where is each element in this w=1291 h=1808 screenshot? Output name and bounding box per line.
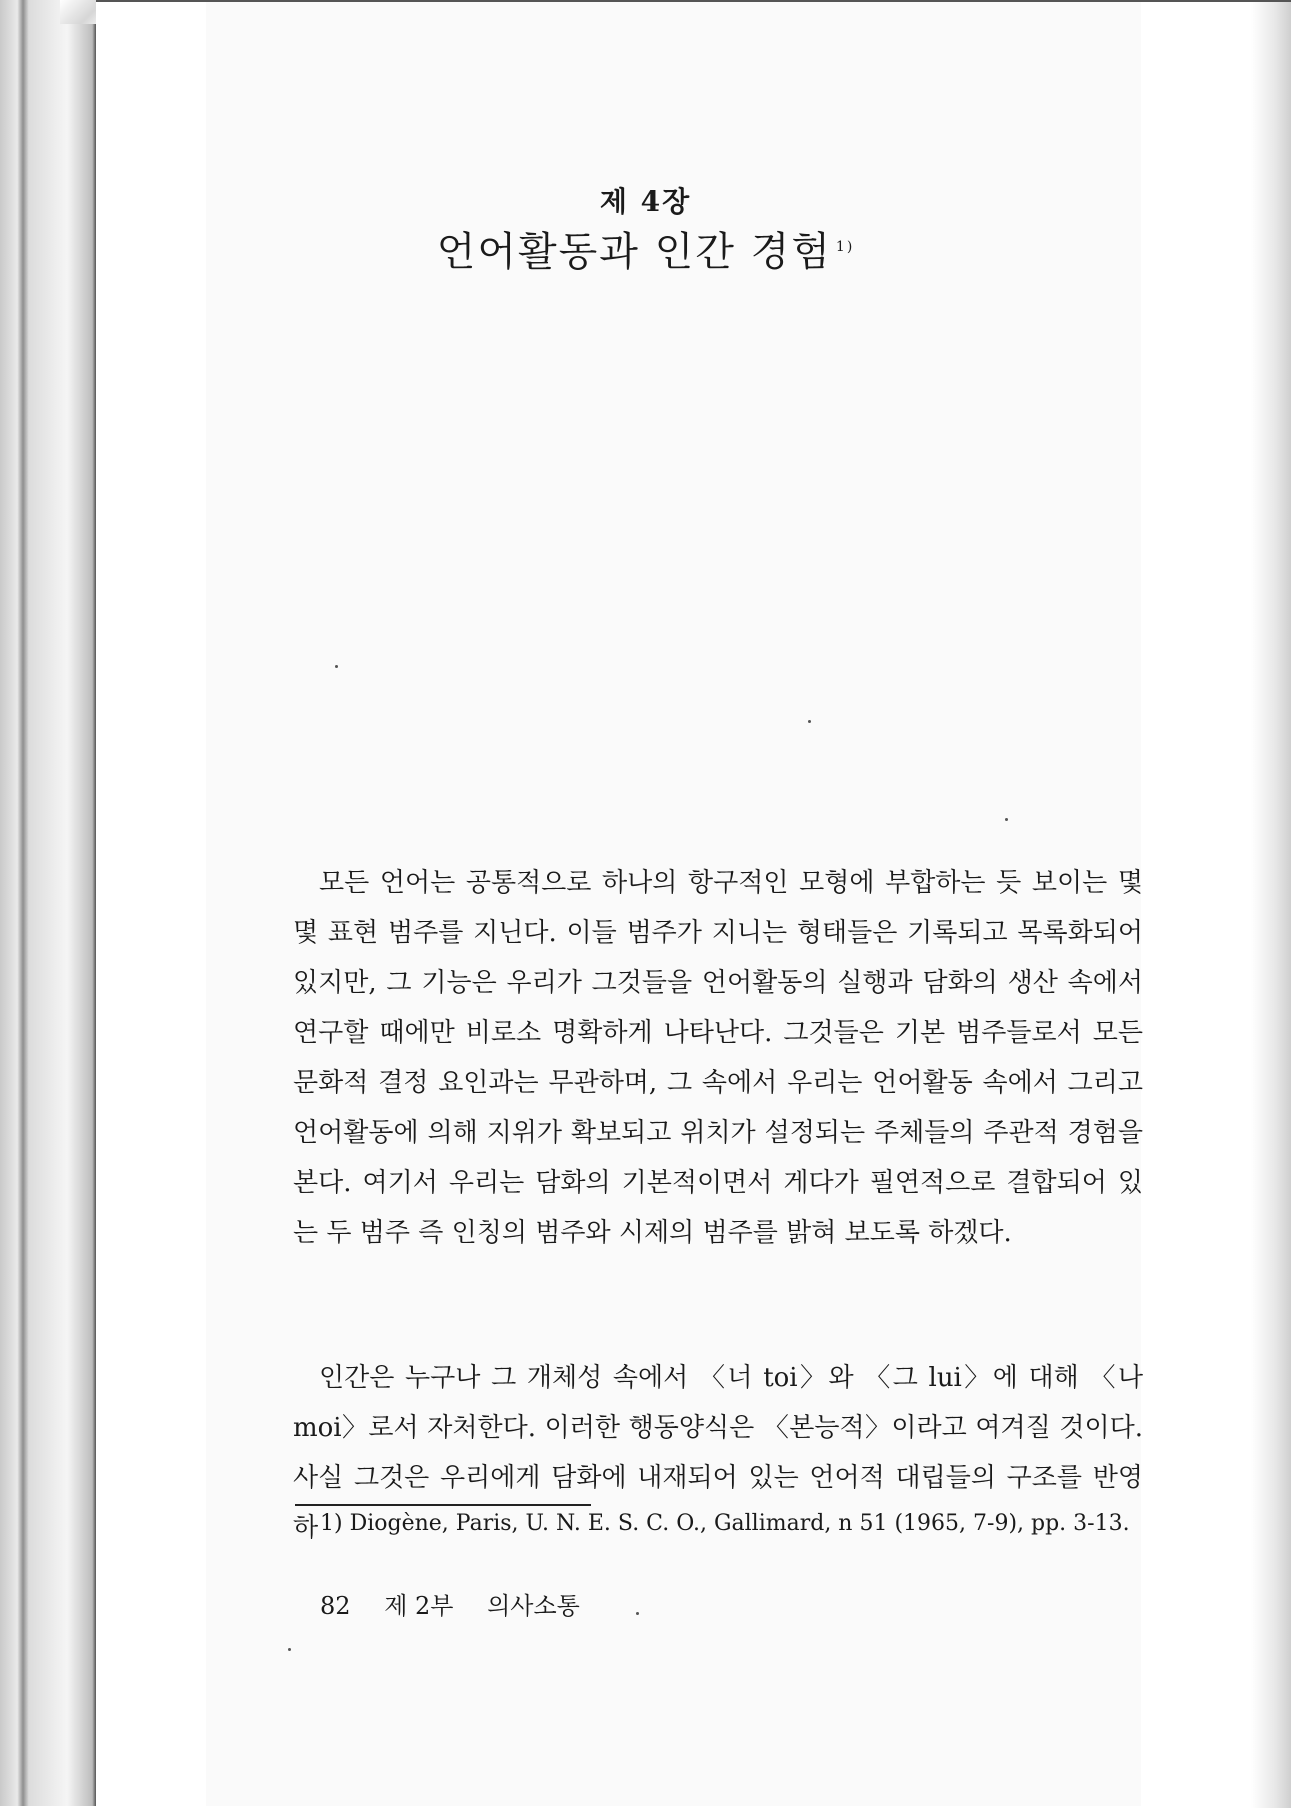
chapter-title	[0, 220, 1291, 277]
footer-section: 의사소통	[487, 1592, 580, 1620]
chapter-title-text: 언어활동과 인간 경험	[436, 229, 832, 275]
chapter-label: 제 4장	[599, 185, 692, 218]
footnote-rule	[295, 1504, 591, 1506]
page-footer	[320, 1590, 606, 1622]
page-number: 82	[320, 1592, 351, 1620]
scan-speck	[335, 665, 338, 668]
scan-speck	[808, 720, 811, 723]
scan-speck	[1005, 818, 1008, 821]
paragraph-text: 인간은 누구나 그 개체성 속에서 〈너 toi〉와 〈그 lui〉에 대해 〈나 moi〉로서 자처한다. 이러한 행동양식은 〈본능적〉이라고 여겨질 것이다. 사실 그것은 우리에게 담화에 내재되어 있는 언어적 대립들의 구조를 반영하	[293, 1363, 1143, 1543]
footer-part: 제 2부	[384, 1592, 454, 1620]
scan-speck	[636, 1612, 639, 1615]
footnote-reference: 1)	[835, 238, 855, 255]
footnote: 1) Diogène, Paris, U. N. E. S. C. O., Gallimard, n 51 (1965, 7-9), pp. 3-13.	[320, 1511, 1130, 1536]
body-paragraph-1	[293, 858, 1143, 1258]
scan-speck	[288, 1648, 291, 1651]
paragraph-text: 모든 언어는 공통적으로 하나의 항구적인 모형에 부합하는 듯 보이는 몇몇 표현 범주를 지닌다. 이들 범주가 지니는 형태들은 기록되고 목록화되어 있지만, 그 기능은 우리가 그것들을 언어활동의 실행과 담화의 생산 속에서 연구할 때에만 비로소 명확하게 나타난다. 그것들은 기본 범주들로서 모든 문화적 결정 요인과는 무관하며, 그 속에서 우리는 언어활동 속에서 그리고 언어활동에 의해 지위가 확보되고 위치가 설정되는 주체들의 주관적 경험을 본다. 여기서 우리는 담화의 기본적이면서 게다가 필연적으로 결합되어 있는 두 범주 즉 인칭의 범주와 시제의 범주를 밝혀 보도록 하겠다.	[293, 868, 1143, 1248]
